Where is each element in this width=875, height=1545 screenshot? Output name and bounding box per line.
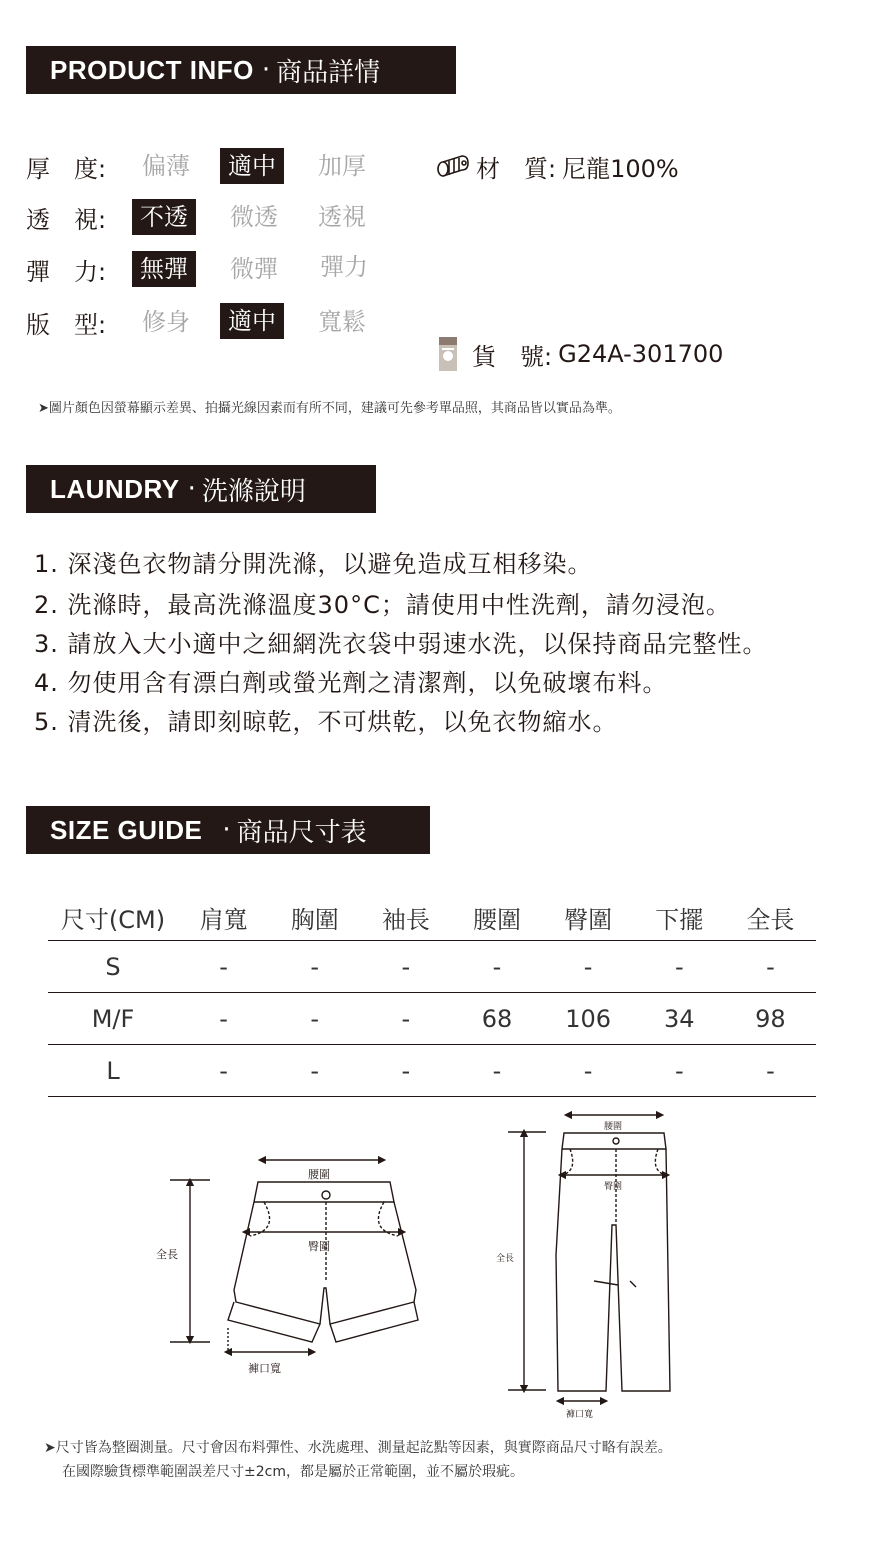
cell: - [634, 1045, 725, 1097]
cell: S [48, 941, 178, 993]
attr-elasticity [26, 251, 136, 287]
header-zh: 洗滌說明 [201, 476, 306, 507]
attr-thickness [26, 148, 136, 184]
attr-label: 版 型: [26, 310, 107, 339]
attr-label: 透 視: [26, 205, 107, 234]
tag-icon [436, 334, 462, 374]
col-length: 全長 [725, 895, 816, 941]
sku-info [436, 336, 723, 372]
sku-label: 貨 號: [472, 342, 553, 371]
table-row [48, 941, 816, 993]
table-row [48, 1045, 816, 1097]
attr-option-selected: 適中 [220, 303, 284, 339]
cell: - [725, 941, 816, 993]
attr-option: 修身 [142, 308, 190, 336]
cell: - [360, 1045, 451, 1097]
col-hip: 臀圍 [543, 895, 634, 941]
shorts-hip-label: 臀圍 [308, 1240, 330, 1253]
header-sep: · [187, 474, 196, 504]
cell: - [360, 993, 451, 1045]
pants-hip-label: 臀圍 [604, 1182, 623, 1192]
pants-leg-opening-label: 褲口寬 [566, 1410, 594, 1420]
laundry-item: 5. 清洗後，請即刻晾乾，不可烘乾，以免衣物縮水。 [34, 708, 618, 736]
shorts-leg-opening-label: 褲口寬 [248, 1362, 281, 1375]
col-chest: 胸圍 [269, 895, 360, 941]
attr-option: 寬鬆 [318, 308, 366, 336]
attr-label: 厚 度: [26, 154, 107, 183]
attr-option: 加厚 [318, 152, 366, 180]
col-hem: 下擺 [634, 895, 725, 941]
header-sep: · [261, 55, 271, 85]
attr-option: 微彈 [230, 255, 278, 283]
size-disclaimer-line1: ➤尺寸皆為整圈測量。尺寸會因布料彈性、水洗處理、測量起訖點等因素，與實際商品尺寸略有誤差。 [44, 1440, 672, 1456]
size-guide-header [26, 806, 430, 854]
header-zh: 商品詳情 [276, 57, 381, 88]
cell: - [178, 941, 269, 993]
laundry-item: 1. 深淺色衣物請分開洗滌，以避免造成互相移染。 [34, 550, 593, 578]
shorts-length-label: 全長 [156, 1248, 178, 1261]
shorts-waist-label: 腰圍 [308, 1168, 330, 1181]
cell: - [451, 1045, 542, 1097]
cell: - [269, 993, 360, 1045]
laundry-item: 4. 勿使用含有漂白劑或螢光劑之清潔劑，以免破壞布料。 [34, 669, 668, 697]
shorts-diagram [140, 1140, 440, 1390]
product-info-header [26, 46, 456, 94]
table-row [48, 993, 816, 1045]
attr-option-selected: 無彈 [132, 251, 196, 287]
cell: - [360, 941, 451, 993]
cell: 68 [451, 993, 542, 1045]
pants-diagram [490, 1105, 690, 1425]
cell: 106 [543, 993, 634, 1045]
size-disclaimer-line2: 在國際驗貨標準範圍誤差尺寸±2cm，都是屬於正常範圍，並不屬於瑕疵。 [62, 1464, 524, 1480]
cell: - [269, 941, 360, 993]
cell: - [543, 941, 634, 993]
header-en: LAUNDRY [50, 473, 180, 504]
cell: - [634, 941, 725, 993]
col-size: 尺寸(CM) [48, 895, 178, 941]
laundry-item: 2. 洗滌時，最高洗滌溫度30°C；請使用中性洗劑，請勿浸泡。 [34, 591, 731, 619]
sku-value: G24A-301700 [558, 340, 724, 368]
material-value: 尼龍100% [562, 154, 679, 183]
cell: - [543, 1045, 634, 1097]
attr-option-selected: 不透 [132, 199, 196, 235]
cell: - [178, 1045, 269, 1097]
material-label: 材 質: [476, 154, 557, 183]
yarn-spool-icon [436, 153, 472, 179]
header-zh: 商品尺寸表 [236, 817, 367, 848]
col-sleeve: 袖長 [360, 895, 451, 941]
size-table-header-row [48, 895, 816, 941]
cell: - [269, 1045, 360, 1097]
attr-option: 偏薄 [142, 152, 190, 180]
cell: L [48, 1045, 178, 1097]
pants-waist-label: 腰圍 [604, 1122, 623, 1132]
size-table [48, 895, 816, 1097]
cell: 98 [725, 993, 816, 1045]
cell: M/F [48, 993, 178, 1045]
laundry-header [26, 465, 376, 513]
col-shoulder: 肩寬 [178, 895, 269, 941]
attr-label: 彈 力: [26, 257, 107, 286]
attr-option: 微透 [230, 203, 278, 231]
header-en: SIZE GUIDE [50, 814, 203, 845]
color-disclaimer: ➤圖片顏色因螢幕顯示差異、拍攝光線因素而有所不同，建議可先參考單品照，其商品皆以實品為準。 [38, 401, 621, 416]
attr-fit [26, 304, 136, 340]
attr-option: 彈力 [320, 253, 368, 281]
cell: - [451, 941, 542, 993]
cell: 34 [634, 993, 725, 1045]
pants-length-label: 全長 [496, 1254, 515, 1264]
laundry-item: 3. 請放入大小適中之細網洗衣袋中弱速水洗，以保持商品完整性。 [34, 630, 768, 658]
cell: - [725, 1045, 816, 1097]
header-en: PRODUCT INFO [50, 54, 254, 85]
header-sep: · [222, 815, 231, 845]
attr-option-selected: 適中 [220, 148, 284, 184]
col-waist: 腰圍 [451, 895, 542, 941]
attr-transparency [26, 199, 136, 235]
material-info [436, 148, 679, 184]
attr-option: 透視 [318, 203, 366, 231]
cell: - [178, 993, 269, 1045]
